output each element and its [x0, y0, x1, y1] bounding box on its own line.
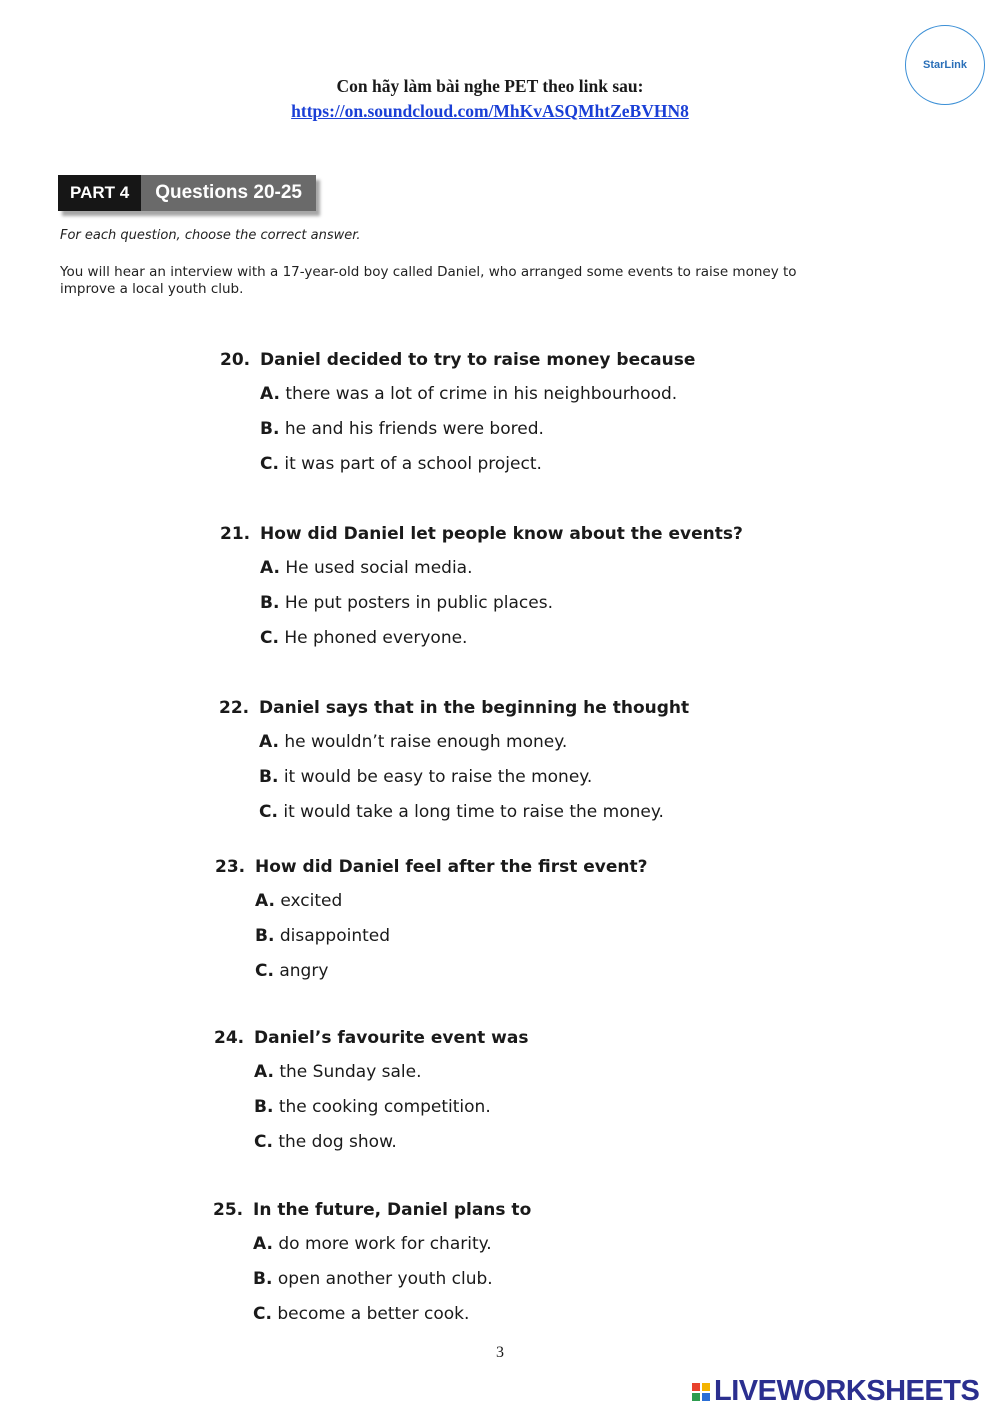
- option-letter: C.: [260, 628, 279, 648]
- option-letter: B.: [254, 1097, 274, 1117]
- question-stem: [220, 524, 780, 558]
- intro-text: You will hear an interview with a 17-year-old boy called Daniel, who arranged some events to raise money to improve a local youth club.: [60, 264, 797, 297]
- option-b[interactable]: [213, 1269, 773, 1304]
- option-a[interactable]: [220, 384, 780, 419]
- question-text: In the future, Daniel plans to: [253, 1200, 532, 1220]
- block-green: [692, 1393, 700, 1401]
- question-text: Daniel decided to try to raise money because: [260, 350, 696, 370]
- option-text: the dog show.: [278, 1132, 397, 1152]
- option-text: it would be easy to raise the money.: [283, 767, 593, 787]
- option-a[interactable]: [215, 891, 775, 926]
- option-c[interactable]: [220, 454, 780, 489]
- question-number: 20.: [220, 350, 251, 370]
- option-text: He used social media.: [285, 558, 473, 578]
- option-text: excited: [280, 891, 343, 911]
- question-stem: [214, 1028, 774, 1062]
- question-25: [213, 1200, 773, 1339]
- question-text: Daniel says that in the beginning he thought: [259, 698, 690, 718]
- option-letter: C.: [253, 1304, 272, 1324]
- option-text: it would take a long time to raise the money.: [283, 802, 664, 822]
- option-letter: B.: [255, 926, 275, 946]
- option-text: angry: [279, 961, 329, 981]
- question-number: 21.: [220, 524, 251, 544]
- option-text: disappointed: [279, 926, 391, 946]
- header: [0, 74, 980, 124]
- part-range: Questions 20-25: [141, 175, 316, 211]
- option-letter: C.: [259, 802, 278, 822]
- option-text: He put posters in public places.: [284, 593, 553, 613]
- option-text: open another youth club.: [277, 1269, 493, 1289]
- liveworksheets-brand: LIVEWORKSHEETS: [714, 1375, 980, 1407]
- option-a[interactable]: [220, 558, 780, 593]
- option-text: become a better cook.: [277, 1304, 470, 1324]
- option-letter: C.: [260, 454, 279, 474]
- option-letter: C.: [255, 961, 274, 981]
- part-banner: [58, 175, 316, 211]
- option-b[interactable]: [220, 419, 780, 454]
- question-number: 23.: [215, 857, 246, 877]
- option-b[interactable]: [219, 767, 779, 802]
- option-letter: A.: [255, 891, 275, 911]
- option-text: He phoned everyone.: [284, 628, 468, 648]
- question-stem: [220, 350, 780, 384]
- option-b[interactable]: [220, 593, 780, 628]
- option-letter: A.: [260, 384, 280, 404]
- option-c[interactable]: [219, 802, 779, 837]
- option-c[interactable]: [215, 961, 775, 996]
- option-b[interactable]: [215, 926, 775, 961]
- soundcloud-link[interactable]: https://on.soundcloud.com/MhKvASQMhtZeBVHN8: [291, 101, 689, 121]
- option-text: do more work for charity.: [278, 1234, 492, 1254]
- question-number: 22.: [219, 698, 250, 718]
- option-b[interactable]: [214, 1097, 774, 1132]
- logo-text: StarLink: [922, 59, 967, 71]
- option-text: there was a lot of crime in his neighbourhood.: [285, 384, 678, 404]
- option-letter: B.: [253, 1269, 273, 1289]
- question-text: Daniel’s favourite event was: [254, 1028, 529, 1048]
- question-number: 25.: [213, 1200, 244, 1220]
- option-letter: A.: [253, 1234, 273, 1254]
- question-24: [214, 1028, 774, 1167]
- liveworksheets-logo[interactable]: [692, 1375, 979, 1408]
- question-text: How did Daniel feel after the first event?: [255, 857, 648, 877]
- option-a[interactable]: [219, 732, 779, 767]
- option-a[interactable]: [213, 1234, 773, 1269]
- question-stem: [215, 857, 775, 891]
- option-letter: C.: [254, 1132, 273, 1152]
- block-yellow: [702, 1383, 710, 1391]
- question-stem: [219, 698, 779, 732]
- part-label: PART 4: [58, 175, 141, 211]
- block-red: [692, 1383, 700, 1391]
- option-text: the cooking competition.: [278, 1097, 491, 1117]
- option-text: it was part of a school project.: [284, 454, 542, 474]
- option-letter: B.: [260, 593, 280, 613]
- option-letter: A.: [254, 1062, 274, 1082]
- question-text: How did Daniel let people know about the events?: [260, 524, 743, 544]
- option-text: the Sunday sale.: [279, 1062, 422, 1082]
- question-stem: [213, 1200, 773, 1234]
- question-22: [219, 698, 779, 837]
- option-letter: A.: [260, 558, 280, 578]
- option-a[interactable]: [214, 1062, 774, 1097]
- header-instruction: Con hãy làm bài nghe PET theo link sau:: [336, 76, 644, 96]
- liveworksheets-blocks-icon: [692, 1383, 710, 1401]
- instruction-text: For each question, choose the correct answer.: [60, 228, 361, 243]
- option-text: he wouldn’t raise enough money.: [284, 732, 568, 752]
- option-c[interactable]: [214, 1132, 774, 1167]
- option-c[interactable]: [213, 1304, 773, 1339]
- option-letter: A.: [259, 732, 279, 752]
- option-text: he and his friends were bored.: [284, 419, 544, 439]
- block-blue: [702, 1393, 710, 1401]
- question-23: [215, 857, 775, 996]
- question-20: [220, 350, 780, 489]
- option-letter: B.: [260, 419, 280, 439]
- page-number: 3: [496, 1344, 504, 1361]
- option-letter: B.: [259, 767, 279, 787]
- question-21: [220, 524, 780, 663]
- option-c[interactable]: [220, 628, 780, 663]
- question-number: 24.: [214, 1028, 245, 1048]
